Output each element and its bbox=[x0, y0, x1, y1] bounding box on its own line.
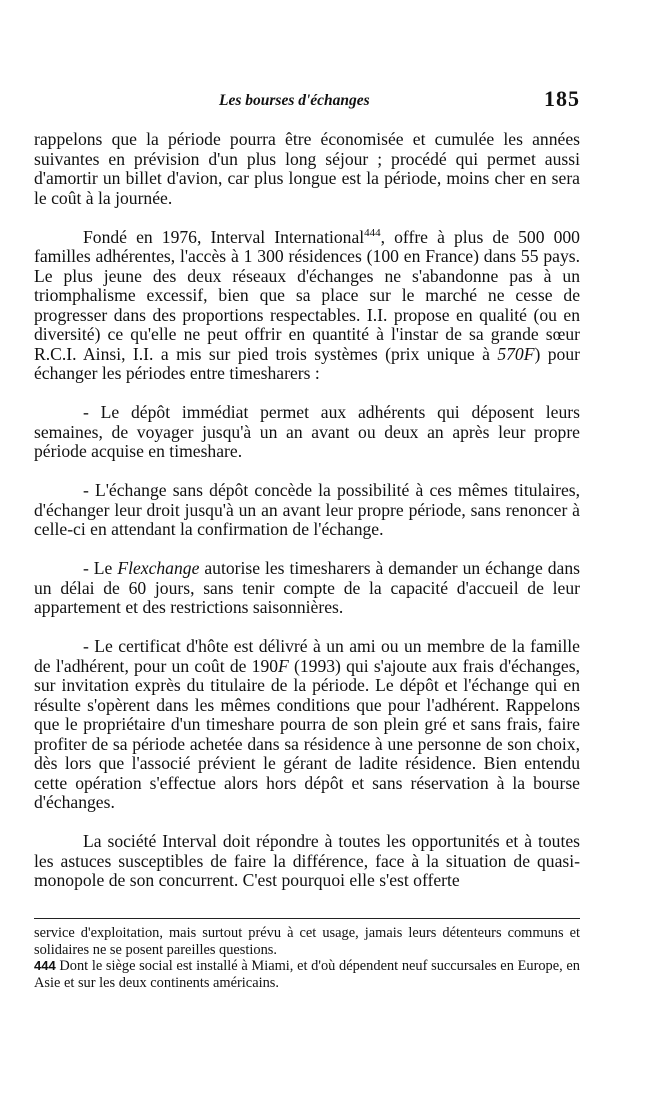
footnote-444-text: Dont le siège social est installé à Miami, et d'où dépendent neuf succursales en Europe, en Asie et sur les deux continents américains. bbox=[34, 958, 580, 991]
footnote-ref-444: 444 bbox=[364, 226, 381, 239]
footnote-444 bbox=[34, 958, 580, 991]
paragraph-2-start: Fondé en 1976, Interval International bbox=[83, 226, 365, 247]
paragraph-6 bbox=[34, 637, 580, 813]
main-text bbox=[34, 130, 580, 891]
footnotes bbox=[34, 925, 580, 991]
paragraph-2-middle: , offre à plus de 500 000 familles adhérentes, l'accès à 1 300 résidences (100 en France) dans 55 pays. Le plus jeune des deux réseaux d'échanges ne s'abandonne pas à un triomphalisme excessif, bien que sa place sur le marché ne cesse de progresser dans des proportions respectables. I.I. propose en qualité (ou en diversité) ce qu'elle ne peut offrir en quantité à l'instar de sa grande sœur R.C.I. Ainsi, I.I. a mis sur pied trois systèmes (prix unique à bbox=[34, 226, 580, 364]
paragraph-5 bbox=[34, 559, 580, 618]
paragraph-5-start: - Le bbox=[83, 558, 118, 578]
paragraph-7: La société Interval doit répondre à toutes les opportunités et à toutes les astuces susceptibles de faire la différence, face à la situation de quasi-monopole de son concurrent. C'est pourquoi elle s'est offerte bbox=[34, 831, 580, 890]
paragraph-1: rappelons que la période pourra être économisée et cumulée les années suivantes en prévision d'un plus long séjour ; procédé qui permet aussi d'amortir un billet d'avion, car plus longue est la période, moins cher en sera le coût à la journée. bbox=[34, 129, 580, 208]
running-title: Les bourses d'échanges bbox=[219, 92, 370, 109]
paragraph-4: - L'échange sans dépôt concède la possibilité à ces mêmes titulaires, d'échanger leur droit jusqu'à un an avant leur propre période, sans renoncer à celle-ci en attendant la confirmation de l'échange. bbox=[34, 480, 580, 539]
paragraph-6-end: (1993) qui s'ajoute aux frais d'échanges, sur invitation exprès du titulaire de la période. Le dépôt et l'échange qui en résulte s'opèrent dans les mêmes conditions que pour l'adhérent. Rappelons que le propriétaire d'un timeshare pourra de son plein gré et sans frais, faire profiter de sa période achetée dans sa résidence à une personne de son choix, dès lors que l'associé prévient le gérant de ladite résidence. Bien entendu cette opération s'effectue alors hors dépôt et sans réservation à la bourse d'échanges. bbox=[34, 655, 580, 812]
paragraph-6-start: - Le certificat d'hôte est délivré à un ami ou un membre de la famille de l'adhérent, pour un coût de 190 bbox=[34, 636, 580, 676]
paragraph-2-price: 570F bbox=[497, 343, 535, 364]
paragraph-3: - Le dépôt immédiat permet aux adhérents qui déposent leurs semaines, de voyager jusqu'à un an avant ou deux an après leur propre période acquise en timeshare. bbox=[34, 402, 580, 461]
footnote-rule bbox=[34, 918, 580, 919]
footnote-continued: service d'exploitation, mais surtout prévu à cet usage, jamais leurs détenteurs communs et solidaires ne se posent pareilles questions. bbox=[34, 925, 580, 958]
paragraph-2 bbox=[34, 228, 580, 384]
paragraph-2-end: ) pour échanger les périodes entre timesharers : bbox=[34, 343, 580, 383]
page-number: 185 bbox=[544, 86, 580, 111]
paragraph-6-currency: F bbox=[278, 655, 289, 676]
paragraph-5-term: Flexchange bbox=[117, 558, 200, 578]
footnote-444-number: 444 bbox=[34, 958, 56, 973]
page-header bbox=[34, 88, 580, 114]
paragraph-5-end: autorise les timesharers à demander un échange dans un délai de 60 jours, sans tenir compte de la capacité d'accueil de leur appartement et des restrictions saisonnières. bbox=[34, 558, 580, 617]
